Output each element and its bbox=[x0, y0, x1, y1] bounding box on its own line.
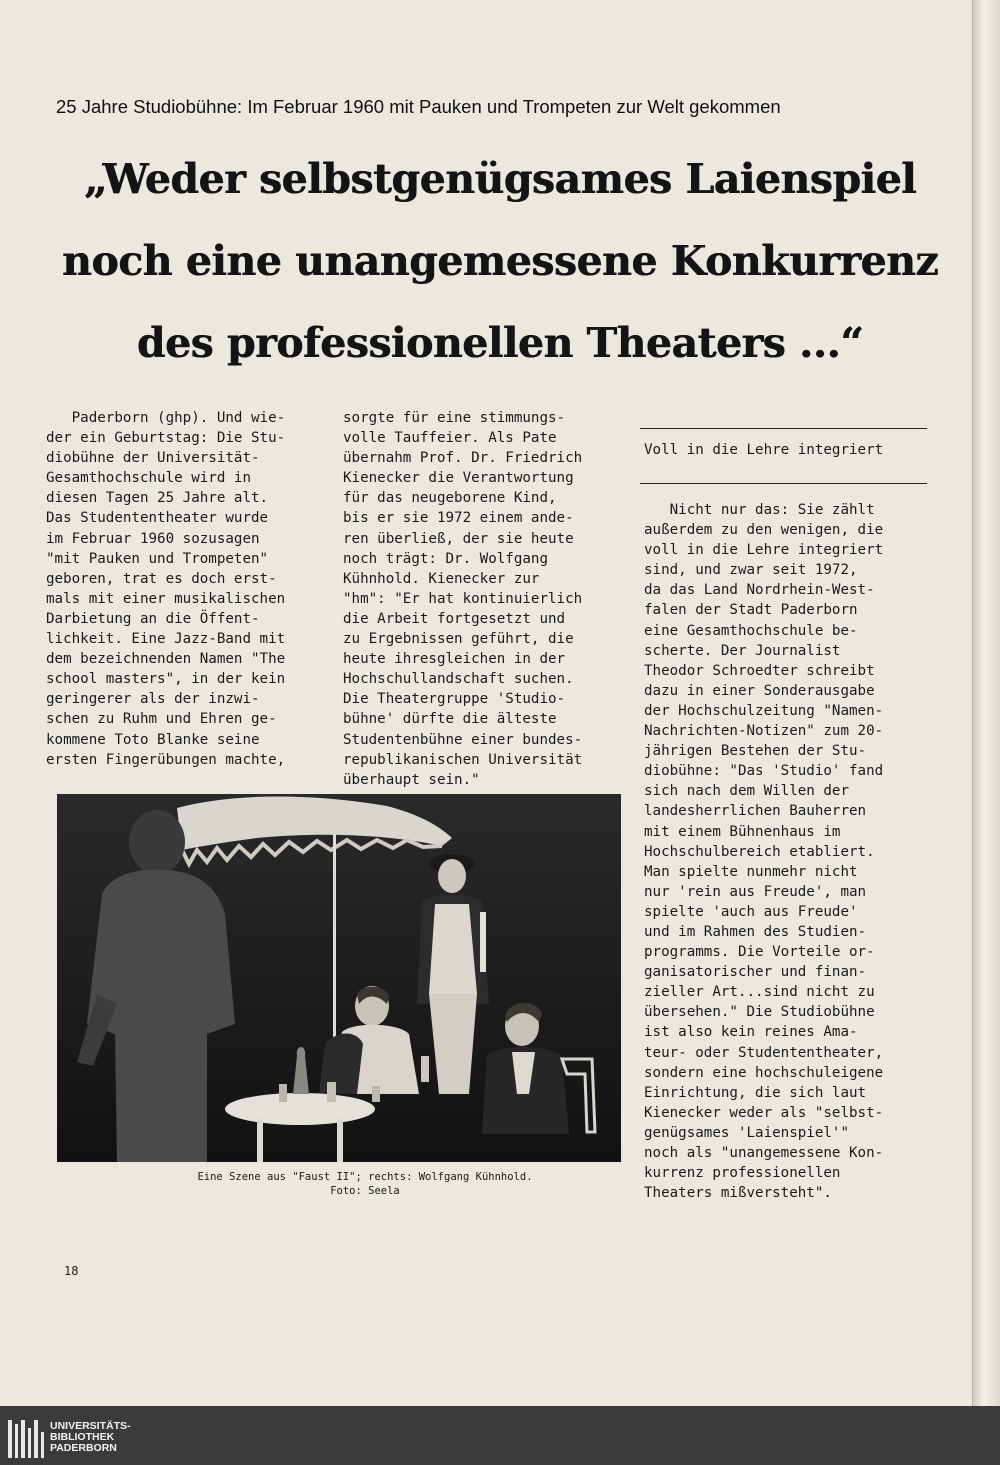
text-line: dem bezeichnenden Namen "The bbox=[46, 651, 286, 668]
text-line: ersten Fingerübungen machte, bbox=[46, 751, 286, 768]
headline-line: noch eine unangemessene Konkurrenz bbox=[61, 237, 939, 285]
text-column-1 bbox=[46, 408, 336, 770]
text-line: übernahm Prof. Dr. Friedrich bbox=[343, 450, 583, 467]
library-logo bbox=[6, 1415, 131, 1460]
text-line: bühne' dürfte die älteste bbox=[343, 711, 557, 728]
text-line: ganisatorischer und finan- bbox=[644, 964, 867, 981]
text-line: Paderborn (ghp). Und wie- bbox=[46, 410, 286, 426]
text-line: scherte. Der Journalist bbox=[644, 642, 841, 659]
library-logo-text bbox=[50, 1421, 131, 1454]
text-line: diesen Tagen 25 Jahre alt. bbox=[46, 490, 269, 507]
text-line: spielte 'auch aus Freude' bbox=[644, 903, 858, 920]
text-line: die Arbeit fortgesetzt und bbox=[343, 610, 566, 627]
headline-line: des professionellen Theaters ...“ bbox=[136, 319, 864, 367]
article-kicker: 25 Jahre Studiobühne: Im Februar 1960 mit Pauken und Trompeten zur Welt gekommen bbox=[56, 96, 781, 117]
text-line: der ein Geburtstag: Die Stu- bbox=[46, 430, 286, 447]
library-line: UNIVERSITÄTS- bbox=[50, 1420, 131, 1432]
text-line: im Februar 1960 sozusagen bbox=[46, 530, 260, 547]
text-line: sind, und zwar seit 1972, bbox=[644, 562, 858, 579]
text-line: Studentenbühne einer bundes- bbox=[343, 731, 583, 748]
subheading-rule-top bbox=[640, 428, 927, 429]
text-line: heute ihresgleichen in der bbox=[343, 651, 566, 668]
text-line: geboren, trat es doch erst- bbox=[46, 570, 277, 587]
text-line: übersehen." Die Studiobühne bbox=[644, 1004, 875, 1021]
text-line: für das neugeborene Kind, bbox=[343, 490, 557, 507]
text-column-3 bbox=[644, 500, 944, 1203]
text-line: Nicht nur das: Sie zählt bbox=[644, 502, 875, 518]
text-line: schen zu Ruhm und Ehren ge- bbox=[46, 711, 277, 728]
text-line: Darbietung an die Öffent- bbox=[46, 610, 260, 627]
headline-line: „Weder selbstgenügsames Laienspiel bbox=[83, 155, 917, 203]
text-line: Kienecker die Verantwortung bbox=[343, 470, 574, 487]
text-line: bis er sie 1972 einem ande- bbox=[343, 510, 574, 527]
text-line: volle Tauffeier. Als Pate bbox=[343, 430, 557, 447]
text-line: Theaters mißversteht". bbox=[644, 1185, 832, 1202]
text-line: überhaupt sein." bbox=[343, 771, 480, 788]
caption-text: Eine Szene aus "Faust II"; rechts: Wolfgang Kühnhold. bbox=[197, 1171, 533, 1183]
text-line: genügsames 'Laienspiel'" bbox=[644, 1124, 849, 1141]
text-line: Kühnhold. Kienecker zur bbox=[343, 570, 540, 587]
caption-credit: Foto: Seela bbox=[330, 1185, 400, 1197]
text-line: zu Ergebnissen geführt, die bbox=[343, 631, 574, 648]
text-line: sich nach dem Willen der bbox=[644, 783, 849, 800]
subheading-rule-bottom bbox=[640, 483, 927, 484]
text-line: Man spielte nunmehr nicht bbox=[644, 863, 858, 880]
text-line: Die Theatergruppe 'Studio- bbox=[343, 691, 566, 708]
text-line: und im Rahmen des Studien- bbox=[644, 923, 867, 940]
text-line: noch als "unangemessene Kon- bbox=[644, 1145, 884, 1161]
text-line: Hochschulbereich etabliert. bbox=[644, 843, 875, 860]
text-line: ren überließ, der sie heute bbox=[343, 530, 574, 547]
text-line: landesherrlichen Bauherren bbox=[644, 803, 867, 820]
text-line: dazu in einer Sonderausgabe bbox=[644, 682, 875, 699]
text-line: "hm": "Er hat kontinuierlich bbox=[343, 590, 583, 607]
text-line: Gesamthochschule wird in bbox=[46, 470, 251, 487]
library-line: BIBLIOTHEK bbox=[50, 1431, 115, 1443]
library-logo-icon bbox=[6, 1416, 50, 1460]
text-line: Kienecker weder als "selbst- bbox=[644, 1104, 884, 1121]
text-line: falen der Stadt Paderborn bbox=[644, 602, 858, 619]
text-line: programms. Die Vorteile or- bbox=[644, 944, 875, 961]
text-line: sondern eine hochschuleigene bbox=[644, 1064, 884, 1081]
text-line: voll in die Lehre integriert bbox=[644, 542, 884, 559]
text-line: der Hochschulzeitung "Namen- bbox=[644, 702, 884, 719]
text-line: republikanischen Universität bbox=[343, 751, 583, 768]
text-line: "mit Pauken und Trompeten" bbox=[46, 550, 269, 567]
text-line: mals mit einer musikalischen bbox=[46, 590, 286, 607]
column-subheading: Voll in die Lehre integriert bbox=[644, 442, 884, 458]
photo-caption bbox=[150, 1170, 580, 1198]
text-line: Nachrichten-Notizen" zum 20- bbox=[644, 723, 884, 740]
text-line: diobühne der Universität- bbox=[46, 450, 260, 467]
text-line: da das Land Nordrhein-West- bbox=[644, 582, 875, 599]
text-line: mit einem Bühnenhaus im bbox=[644, 823, 841, 840]
text-line: kommene Toto Blanke seine bbox=[46, 731, 260, 748]
text-line: zieller Art...sind nicht zu bbox=[644, 984, 875, 1001]
article-headline bbox=[30, 138, 970, 384]
text-line: school masters", in der kein bbox=[46, 671, 286, 688]
text-line: nur 'rein aus Freude', man bbox=[644, 883, 867, 900]
text-line: geringerer als der inzwi- bbox=[46, 691, 260, 708]
text-line: sorgte für eine stimmungs- bbox=[343, 410, 566, 426]
text-line: außerdem zu den wenigen, die bbox=[644, 522, 884, 539]
text-line: kurrenz professionellen bbox=[644, 1165, 841, 1182]
library-line: PADERBORN bbox=[50, 1442, 117, 1454]
page-number: 18 bbox=[64, 1264, 79, 1278]
text-line: Theodor Schroedter schreibt bbox=[644, 662, 875, 679]
text-line: eine Gesamthochschule be- bbox=[644, 622, 858, 639]
text-line: Einrichtung, die sich laut bbox=[644, 1084, 867, 1101]
faust-scene-photo bbox=[57, 794, 621, 1162]
text-line: Hochschullandschaft suchen. bbox=[343, 671, 574, 688]
text-line: Das Studententheater wurde bbox=[46, 510, 269, 527]
text-line: teur- oder Studententheater, bbox=[644, 1044, 884, 1061]
text-line: diobühne: "Das 'Studio' fand bbox=[644, 763, 884, 780]
book-spine-edge bbox=[972, 0, 1000, 1406]
photo-illustration bbox=[57, 794, 621, 1162]
text-line: noch trägt: Dr. Wolfgang bbox=[343, 550, 548, 567]
text-line: jährigen Bestehen der Stu- bbox=[644, 743, 867, 760]
text-line: lichkeit. Eine Jazz-Band mit bbox=[46, 631, 286, 648]
text-column-2 bbox=[343, 408, 633, 790]
text-line: ist also kein reines Ama- bbox=[644, 1024, 858, 1041]
